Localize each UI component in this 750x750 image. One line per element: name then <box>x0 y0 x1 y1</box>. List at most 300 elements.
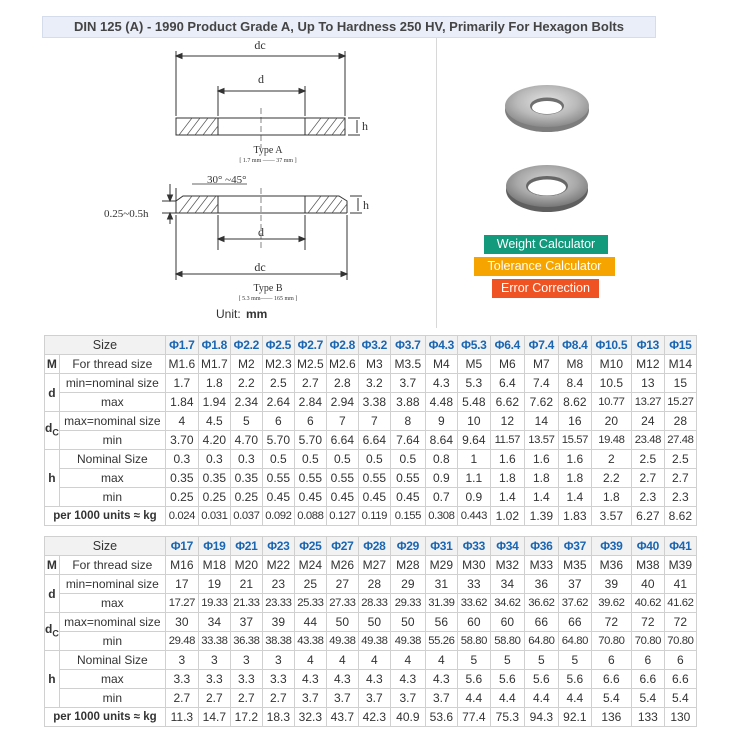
dc-min-cell: 64.80 <box>558 632 591 651</box>
type-b-label: Type B <box>253 283 283 294</box>
d-min-cell: 6.4 <box>490 374 524 393</box>
h-nominal-cell: 5 <box>457 651 490 670</box>
unit-label: Unit: <box>216 307 241 321</box>
d-max-cell: 4.48 <box>425 393 457 412</box>
h-max-cell: 4.3 <box>326 670 358 689</box>
washer-dimension-drawing <box>42 38 436 328</box>
h-nominal-cell: 0.5 <box>358 450 390 469</box>
dc-max-cell: 4 <box>165 412 198 431</box>
h-nominal-cell: 4 <box>390 651 425 670</box>
h-min-cell: 2.7 <box>165 689 198 708</box>
h-max-cell: 4.3 <box>390 670 425 689</box>
d-max-cell: 8.62 <box>558 393 591 412</box>
h-max-cell: 0.9 <box>425 469 457 488</box>
h-max-cell: 4.3 <box>425 670 457 689</box>
row-label-d-max: max <box>59 393 165 412</box>
d-max-cell: 1.94 <box>198 393 230 412</box>
dc-max-cell: 28 <box>664 412 696 431</box>
h-nominal-cell: 0.5 <box>262 450 294 469</box>
table-row <box>45 431 697 450</box>
h-max-cell: 1.8 <box>558 469 591 488</box>
weight-cell: 0.031 <box>198 507 230 526</box>
size-header: Φ27 <box>326 537 358 556</box>
dim-h-label-b: h <box>363 198 369 212</box>
size-header: Φ23 <box>262 537 294 556</box>
h-min-cell: 4.4 <box>558 689 591 708</box>
d-max-cell: 33.62 <box>457 594 490 613</box>
size-header: Φ19 <box>198 537 230 556</box>
h-nominal-cell: 4 <box>294 651 326 670</box>
d-min-cell: 2.2 <box>230 374 262 393</box>
h-min-cell: 0.45 <box>326 488 358 507</box>
size-header: Φ25 <box>294 537 326 556</box>
weight-cell: 17.2 <box>230 708 262 727</box>
h-min-cell: 0.7 <box>425 488 457 507</box>
dc-max-cell: 39 <box>262 613 294 632</box>
size-header: Φ28 <box>358 537 390 556</box>
dim-h-label-a: h <box>362 119 368 133</box>
dc-max-cell: 8 <box>390 412 425 431</box>
h-nominal-cell: 0.3 <box>230 450 262 469</box>
dc-max-cell: 7 <box>326 412 358 431</box>
thread-size-cell: M29 <box>425 556 457 575</box>
weight-cell: 0.037 <box>230 507 262 526</box>
thread-size-cell: M4 <box>425 355 457 374</box>
technical-drawing <box>42 38 437 328</box>
row-label-d-min: min=nominal size <box>59 374 165 393</box>
weight-calculator-button[interactable]: Weight Calculator <box>484 235 608 254</box>
size-header: Φ1.8 <box>198 336 230 355</box>
d-min-cell: 2.8 <box>326 374 358 393</box>
h-nominal-cell: 3 <box>230 651 262 670</box>
size-header: Φ37 <box>558 537 591 556</box>
weight-cell: 42.3 <box>358 708 390 727</box>
d-max-cell: 2.34 <box>230 393 262 412</box>
thread-size-cell: M7 <box>524 355 558 374</box>
group-label-dc-sub: C <box>52 628 59 639</box>
h-max-cell: 4.3 <box>294 670 326 689</box>
d-min-cell: 4.3 <box>425 374 457 393</box>
d-min-cell: 13 <box>631 374 664 393</box>
weight-cell: 0.088 <box>294 507 326 526</box>
group-label-m: M <box>45 355 60 374</box>
dc-min-cell: 70.80 <box>664 632 696 651</box>
dc-min-cell: 19.48 <box>591 431 631 450</box>
size-header: Φ3.7 <box>390 336 425 355</box>
d-min-cell: 3.7 <box>390 374 425 393</box>
dc-min-cell: 15.57 <box>558 431 591 450</box>
weight-cell: 133 <box>631 708 664 727</box>
row-label-d-min: min=nominal size <box>59 575 165 594</box>
h-nominal-cell: 4 <box>326 651 358 670</box>
h-min-cell: 2.3 <box>631 488 664 507</box>
d-max-cell: 17.27 <box>165 594 198 613</box>
d-min-cell: 27 <box>326 575 358 594</box>
d-min-cell: 29 <box>390 575 425 594</box>
h-max-cell: 3.3 <box>198 670 230 689</box>
d-max-cell: 28.33 <box>358 594 390 613</box>
d-max-cell: 29.33 <box>390 594 425 613</box>
d-min-cell: 36 <box>524 575 558 594</box>
d-min-cell: 1.8 <box>198 374 230 393</box>
h-min-cell: 3.7 <box>358 689 390 708</box>
h-nominal-cell: 1.6 <box>490 450 524 469</box>
size-header: Φ31 <box>425 537 457 556</box>
weight-cell: 1.39 <box>524 507 558 526</box>
dim-d-label-b: d <box>258 225 264 239</box>
dc-min-cell: 4.20 <box>198 431 230 450</box>
row-label-h-min: min <box>59 689 165 708</box>
d-max-cell: 5.48 <box>457 393 490 412</box>
group-label-h: h <box>45 651 60 708</box>
dc-max-cell: 7 <box>358 412 390 431</box>
row-label-h-nominal: Nominal Size <box>59 450 165 469</box>
weight-cell: 92.1 <box>558 708 591 727</box>
dc-max-cell: 72 <box>591 613 631 632</box>
h-nominal-cell: 4 <box>358 651 390 670</box>
h-nominal-cell: 2 <box>591 450 631 469</box>
dc-max-cell: 72 <box>664 613 696 632</box>
d-min-cell: 5.3 <box>457 374 490 393</box>
group-label-d: d <box>45 374 60 412</box>
dc-min-cell: 49.38 <box>326 632 358 651</box>
thread-size-cell: M8 <box>558 355 591 374</box>
table-row <box>45 393 697 412</box>
washer-photo <box>437 38 653 228</box>
d-min-cell: 23 <box>262 575 294 594</box>
dc-min-cell: 13.57 <box>524 431 558 450</box>
d-max-cell: 31.39 <box>425 594 457 613</box>
weight-cell: 75.3 <box>490 708 524 727</box>
thread-size-cell: M3.5 <box>390 355 425 374</box>
h-nominal-cell: 3 <box>198 651 230 670</box>
h-min-cell: 1.4 <box>524 488 558 507</box>
thread-size-cell: M1.7 <box>198 355 230 374</box>
weight-cell: 0.127 <box>326 507 358 526</box>
h-nominal-cell: 0.5 <box>326 450 358 469</box>
d-max-cell: 15.27 <box>664 393 696 412</box>
size-header: Φ4.3 <box>425 336 457 355</box>
h-nominal-cell: 4 <box>425 651 457 670</box>
dc-max-cell: 60 <box>490 613 524 632</box>
d-min-cell: 8.4 <box>558 374 591 393</box>
type-a-label: Type A <box>253 145 283 156</box>
weight-cell: 0.119 <box>358 507 390 526</box>
table-row <box>45 556 697 575</box>
d-min-cell: 31 <box>425 575 457 594</box>
dc-max-cell: 56 <box>425 613 457 632</box>
weight-cell: 8.62 <box>664 507 696 526</box>
size-header-label: Size <box>45 336 166 355</box>
h-min-cell: 1.4 <box>558 488 591 507</box>
washer-bottom-image <box>506 165 588 212</box>
dim-dc-label-b: dc <box>254 260 266 274</box>
weight-cell: 18.3 <box>262 708 294 727</box>
chamfer-angle-label: 30° ~45° <box>207 174 247 186</box>
h-nominal-cell: 2.5 <box>631 450 664 469</box>
thread-size-cell: M3 <box>358 355 390 374</box>
thread-size-cell: M26 <box>326 556 358 575</box>
h-min-cell: 0.25 <box>165 488 198 507</box>
size-header: Φ7.4 <box>524 336 558 355</box>
d-min-cell: 39 <box>591 575 631 594</box>
dc-min-cell: 11.57 <box>490 431 524 450</box>
weight-cell: 0.308 <box>425 507 457 526</box>
dc-min-cell: 5.70 <box>262 431 294 450</box>
size-header: Φ29 <box>390 537 425 556</box>
dc-min-cell: 4.70 <box>230 431 262 450</box>
thread-size-cell: M20 <box>230 556 262 575</box>
h-nominal-cell: 0.3 <box>165 450 198 469</box>
h-min-cell: 0.45 <box>358 488 390 507</box>
dc-min-cell: 38.38 <box>262 632 294 651</box>
error-correction-button[interactable]: Error Correction <box>492 279 599 298</box>
dc-min-cell: 33.38 <box>198 632 230 651</box>
h-max-cell: 5.6 <box>558 670 591 689</box>
size-header: Φ13 <box>631 336 664 355</box>
weight-cell: 77.4 <box>457 708 490 727</box>
table-row <box>45 632 697 651</box>
size-header: Φ3.2 <box>358 336 390 355</box>
dc-max-cell: 72 <box>631 613 664 632</box>
h-min-cell: 0.25 <box>198 488 230 507</box>
table-row <box>45 575 697 594</box>
spec-table-1 <box>44 335 697 526</box>
size-header: Φ33 <box>457 537 490 556</box>
d-max-cell: 19.33 <box>198 594 230 613</box>
weight-cell: 40.9 <box>390 708 425 727</box>
h-nominal-cell: 6 <box>591 651 631 670</box>
size-header: Φ36 <box>524 537 558 556</box>
dc-min-cell: 64.80 <box>524 632 558 651</box>
h-max-cell: 6.6 <box>664 670 696 689</box>
spec-table-2 <box>44 536 697 727</box>
table-row <box>45 594 697 613</box>
size-header: Φ2.2 <box>230 336 262 355</box>
table-row <box>45 336 697 355</box>
tolerance-calculator-button[interactable]: Tolerance Calculator <box>474 257 615 276</box>
d-min-cell: 15 <box>664 374 696 393</box>
thread-size-cell: M32 <box>490 556 524 575</box>
weight-cell: 6.27 <box>631 507 664 526</box>
dc-min-cell: 8.64 <box>425 431 457 450</box>
h-min-cell: 3.7 <box>294 689 326 708</box>
dc-min-cell: 49.38 <box>390 632 425 651</box>
row-label-h-max: max <box>59 670 165 689</box>
size-header: Φ1.7 <box>165 336 198 355</box>
weight-cell: 1.83 <box>558 507 591 526</box>
dc-min-cell: 6.64 <box>326 431 358 450</box>
weight-cell: 43.7 <box>326 708 358 727</box>
h-max-cell: 3.3 <box>262 670 294 689</box>
h-min-cell: 5.4 <box>664 689 696 708</box>
h-max-cell: 0.55 <box>358 469 390 488</box>
dc-max-cell: 24 <box>631 412 664 431</box>
h-nominal-cell: 5 <box>524 651 558 670</box>
dc-max-cell: 44 <box>294 613 326 632</box>
h-max-cell: 3.3 <box>165 670 198 689</box>
h-nominal-cell: 0.5 <box>390 450 425 469</box>
d-min-cell: 17 <box>165 575 198 594</box>
table-row <box>45 670 697 689</box>
group-label-d: d <box>45 575 60 613</box>
size-header: Φ2.5 <box>262 336 294 355</box>
h-min-cell: 1.4 <box>490 488 524 507</box>
d-min-cell: 2.5 <box>262 374 294 393</box>
d-max-cell: 10.77 <box>591 393 631 412</box>
weight-cell: 11.3 <box>165 708 198 727</box>
h-max-cell: 6.6 <box>631 670 664 689</box>
h-min-cell: 0.45 <box>262 488 294 507</box>
dc-min-cell: 43.38 <box>294 632 326 651</box>
h-min-cell: 2.7 <box>230 689 262 708</box>
size-header: Φ2.7 <box>294 336 326 355</box>
h-nominal-cell: 0.8 <box>425 450 457 469</box>
h-min-cell: 0.45 <box>294 488 326 507</box>
dc-max-cell: 16 <box>558 412 591 431</box>
dc-max-cell: 12 <box>490 412 524 431</box>
d-max-cell: 36.62 <box>524 594 558 613</box>
h-max-cell: 0.55 <box>294 469 326 488</box>
dc-min-cell: 29.48 <box>165 632 198 651</box>
d-min-cell: 2.7 <box>294 374 326 393</box>
weight-cell: 0.092 <box>262 507 294 526</box>
dc-min-cell: 70.80 <box>631 632 664 651</box>
size-header: Φ17 <box>165 537 198 556</box>
dc-max-cell: 60 <box>457 613 490 632</box>
product-image-panel <box>437 38 653 328</box>
h-min-cell: 5.4 <box>631 689 664 708</box>
h-max-cell: 1.1 <box>457 469 490 488</box>
dc-min-cell: 9.64 <box>457 431 490 450</box>
table-row <box>45 374 697 393</box>
group-label-dc-main: d <box>45 622 53 637</box>
thread-size-cell: M16 <box>165 556 198 575</box>
group-label-h: h <box>45 450 60 507</box>
size-header-label: Size <box>45 537 166 556</box>
h-max-cell: 0.35 <box>165 469 198 488</box>
dc-max-cell: 66 <box>524 613 558 632</box>
row-label-dc-min: min <box>59 632 165 651</box>
h-max-cell: 0.55 <box>262 469 294 488</box>
group-label-dc-sub: C <box>52 427 59 438</box>
dc-max-cell: 50 <box>390 613 425 632</box>
dc-max-cell: 9 <box>425 412 457 431</box>
dc-min-cell: 55.26 <box>425 632 457 651</box>
d-min-cell: 1.7 <box>165 374 198 393</box>
row-label-h-max: max <box>59 469 165 488</box>
h-max-cell: 4.3 <box>358 670 390 689</box>
h-nominal-cell: 2.5 <box>664 450 696 469</box>
d-max-cell: 41.62 <box>664 594 696 613</box>
type-a-range: [ 1.7 mm —— 37 mm ] <box>239 158 297 164</box>
h-nominal-cell: 1 <box>457 450 490 469</box>
d-min-cell: 19 <box>198 575 230 594</box>
d-min-cell: 41 <box>664 575 696 594</box>
unit-value: mm <box>246 307 268 321</box>
thread-size-cell: M12 <box>631 355 664 374</box>
row-label-thread: For thread size <box>59 556 165 575</box>
dc-max-cell: 30 <box>165 613 198 632</box>
weight-cell: 94.3 <box>524 708 558 727</box>
h-min-cell: 0.25 <box>230 488 262 507</box>
thread-size-cell: M33 <box>524 556 558 575</box>
dc-max-cell: 6 <box>262 412 294 431</box>
weight-cell: 0.024 <box>165 507 198 526</box>
d-max-cell: 25.33 <box>294 594 326 613</box>
h-nominal-cell: 3 <box>262 651 294 670</box>
weight-cell: 53.6 <box>425 708 457 727</box>
table-row <box>45 412 697 431</box>
group-label-dc <box>45 412 60 450</box>
table-row <box>45 613 697 632</box>
dim-d-label-a: d <box>258 72 264 86</box>
size-header: Φ2.8 <box>326 336 358 355</box>
size-header: Φ40 <box>631 537 664 556</box>
d-min-cell: 33 <box>457 575 490 594</box>
dc-min-cell: 70.80 <box>591 632 631 651</box>
thread-size-cell: M38 <box>631 556 664 575</box>
thread-size-cell: M2.5 <box>294 355 326 374</box>
chamfer-height-label: 0.25~0.5h <box>104 208 149 220</box>
weight-cell: 136 <box>591 708 631 727</box>
table-row <box>45 651 697 670</box>
dc-max-cell: 37 <box>230 613 262 632</box>
h-min-cell: 2.7 <box>262 689 294 708</box>
d-max-cell: 34.62 <box>490 594 524 613</box>
group-label-m: M <box>45 556 60 575</box>
thread-size-cell: M6 <box>490 355 524 374</box>
type-b-range: [ 5.3 mm—— 165 mm ] <box>238 296 298 302</box>
row-label-thread: For thread size <box>59 355 165 374</box>
dc-min-cell: 58.80 <box>457 632 490 651</box>
dc-min-cell: 58.80 <box>490 632 524 651</box>
d-max-cell: 13.27 <box>631 393 664 412</box>
size-header: Φ21 <box>230 537 262 556</box>
dc-max-cell: 5 <box>230 412 262 431</box>
size-header: Φ34 <box>490 537 524 556</box>
d-min-cell: 7.4 <box>524 374 558 393</box>
dc-max-cell: 50 <box>358 613 390 632</box>
d-min-cell: 3.2 <box>358 374 390 393</box>
thread-size-cell: M30 <box>457 556 490 575</box>
thread-size-cell: M2 <box>230 355 262 374</box>
h-max-cell: 6.6 <box>591 670 631 689</box>
h-max-cell: 5.6 <box>524 670 558 689</box>
row-label-h-nominal: Nominal Size <box>59 651 165 670</box>
thread-size-cell: M2.6 <box>326 355 358 374</box>
table-row <box>45 355 697 374</box>
h-min-cell: 3.7 <box>326 689 358 708</box>
d-max-cell: 3.88 <box>390 393 425 412</box>
row-label-h-min: min <box>59 488 165 507</box>
dc-max-cell: 10 <box>457 412 490 431</box>
weight-cell: 0.155 <box>390 507 425 526</box>
table-row <box>45 507 697 526</box>
d-max-cell: 2.94 <box>326 393 358 412</box>
dc-min-cell: 6.64 <box>358 431 390 450</box>
d-max-cell: 3.38 <box>358 393 390 412</box>
d-max-cell: 27.33 <box>326 594 358 613</box>
h-min-cell: 0.45 <box>390 488 425 507</box>
d-max-cell: 7.62 <box>524 393 558 412</box>
d-min-cell: 37 <box>558 575 591 594</box>
dc-max-cell: 34 <box>198 613 230 632</box>
thread-size-cell: M18 <box>198 556 230 575</box>
weight-cell: 3.57 <box>591 507 631 526</box>
weight-cell: 0.443 <box>457 507 490 526</box>
h-nominal-cell: 6 <box>664 651 696 670</box>
